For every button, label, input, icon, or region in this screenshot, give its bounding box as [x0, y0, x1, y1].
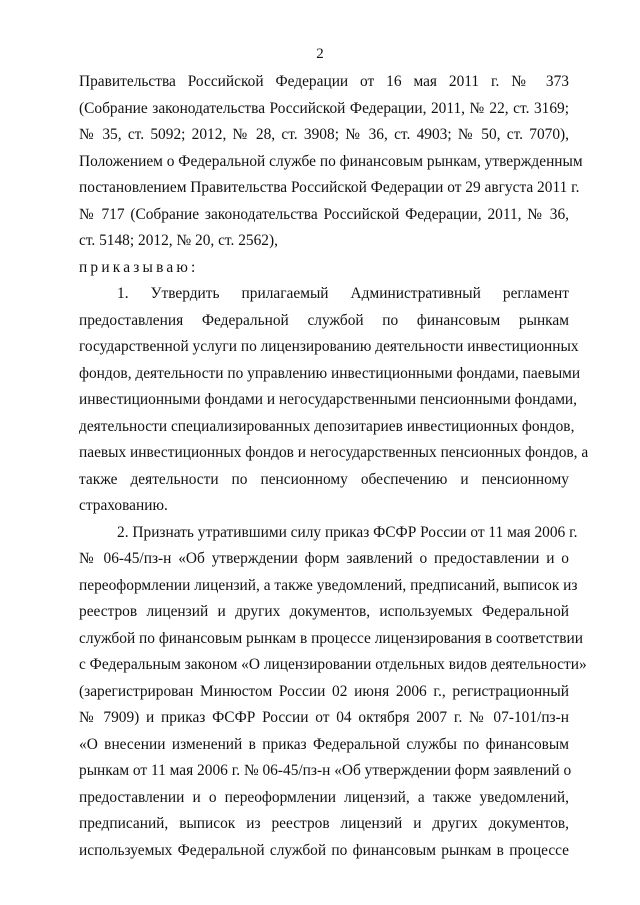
text-line: предоставлении и о переоформлении лицензий, а также уведомлений,	[79, 789, 569, 806]
text-line: страхованию.	[79, 497, 168, 514]
text-line: № 35, ст. 5092; 2012, № 28, ст. 3908; № 36, ст. 4903; № 50, ст. 7070),	[79, 126, 569, 143]
text-line: рынкам от 11 мая 2006 г. № 06-45/пз-н «Об утверждении форм заявлений о	[79, 762, 572, 779]
text-line: используемых Федеральной службой по финансовым рынкам в процессе	[79, 842, 569, 859]
text-line: деятельности специализированных депозитариев инвестиционных фондов,	[79, 418, 575, 435]
text-line: Положением о Федеральной службе по финансовым рынкам, утвержденным	[79, 153, 583, 170]
text-line: предоставления Федеральной службой по финансовым рынкам	[79, 312, 569, 329]
page-number: 2	[316, 46, 324, 62]
text-line: службой по финансовым рынкам в процессе лицензирования в соответствии	[79, 630, 584, 647]
text-line: (зарегистрирован Минюстом России 02 июня 2006 г., регистрационный	[79, 683, 569, 700]
text-line: № 717 (Собрание законодательства Российской Федерации, 2011, № 36,	[79, 206, 569, 223]
text-line: № 06-45/пз-н «Об утверждении форм заявлений о предоставлении и о	[79, 550, 569, 567]
text-line: фондов, деятельности по управлению инвестиционными фондами, паевыми	[79, 365, 581, 382]
text-line: паевых инвестиционных фондов и негосударственных пенсионных фондов, а	[79, 444, 589, 461]
paragraph-2-start: 2. Признать утратившими силу приказ ФСФР России от 11 мая 2006 г.	[117, 524, 578, 541]
text-line: предписаний, выписок из реестров лицензий и других документов,	[79, 815, 569, 832]
order-word: приказываю:	[79, 259, 199, 276]
text-line: с Федеральным законом «О лицензировании отдельных видов деятельности»	[79, 656, 587, 673]
text-line: Правительства Российской Федерации от 16 мая 2011 г. № 373	[79, 73, 569, 90]
text-line: реестров лицензий и других документов, используемых Федеральной	[79, 603, 569, 620]
text-line: № 7909) и приказ ФСФР России от 04 октября 2007 г. № 07-101/пз-н	[79, 709, 569, 726]
text-line: инвестиционными фондами и негосударственными пенсионными фондами,	[79, 391, 578, 408]
text-line: (Собрание законодательства Российской Федерации, 2011, № 22, ст. 3169;	[79, 100, 569, 117]
text-line: ст. 5148; 2012, № 20, ст. 2562),	[79, 232, 278, 249]
text-line: также деятельности по пенсионному обеспечению и пенсионному	[79, 471, 569, 488]
text-line: переоформлении лицензий, а также уведомлений, предписаний, выписок из	[79, 577, 578, 594]
paragraph-1-start: 1. Утвердить прилагаемый Административный регламент	[117, 285, 569, 302]
text-line: государственной услуги по лицензированию деятельности инвестиционных	[79, 338, 579, 355]
text-line: «О внесении изменений в приказ Федеральной службы по финансовым	[79, 736, 569, 753]
text-line: постановлением Правительства Российской Федерации от 29 августа 2011 г.	[79, 179, 580, 196]
